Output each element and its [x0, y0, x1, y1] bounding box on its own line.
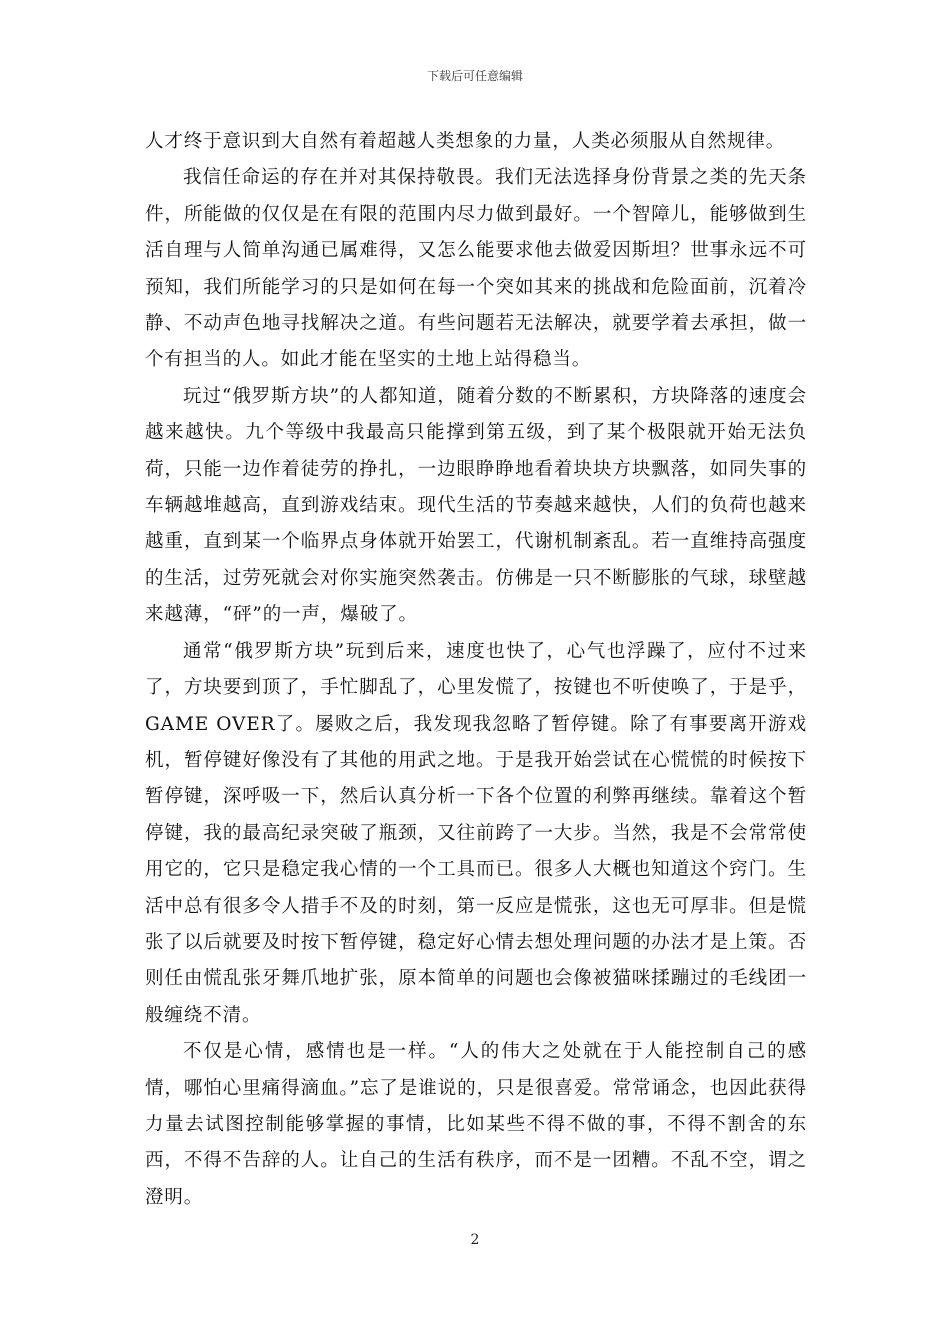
page-number: 2 — [470, 1232, 480, 1248]
page-header: 下载后可任意编辑 — [426, 69, 523, 83]
paragraph-fate: 我信任命运的存在并对其保持敬畏。我们无法选择身份背景之类的先天条件，所能做的仅仅是在有限的范围内尽力做到最好。一个智障儿，能够做到生活自理与人简单沟通已属难得，又怎么能要求他去做爱因斯坦？世事永远不可预知，我们所能学习的只是如何在每一个突如其来的挑战和危险面前，沉着冷静、不动声色地寻找解决之道。有些问题若无法解决，就要学着去承担，做一个有担当的人。如此才能在坚实的土地上站得稳当。 — [145, 167, 807, 371]
paragraph-continued: 人才终于意识到大自然有着超越人类想象的力量，人类必须服从自然规律。 — [145, 131, 786, 152]
document-body — [145, 124, 807, 1216]
paragraph-tetris-speed: 玩过“俄罗斯方块”的人都知道，随着分数的不断累积，方块降落的速度会越来越快。九个等级中我最高只能撑到第五级，到了某个极限就开始无法负荷，只能一边作着徒劳的挣扎，一边眼睁睁地看着块块方块飘落，如同失事的车辆越堆越高，直到游戏结束。现代生活的节奏越来越快，人们的负荷也越来越重，直到某一个临界点身体就开始罢工，代谢机制紊乱。若一直维持高强度的生活，过劳死就会对你实施突然袭击。仿佛是一只不断膨胀的气球，球壁越来越薄，“砰”的一声，爆破了。 — [145, 385, 807, 626]
paragraph-emotions: 不仅是心情，感情也是一样。“人的伟大之处就在于人能控制自己的感情，哪怕心里痛得滴血。”忘了是谁说的，只是很喜爱。常常诵念，也因此获得力量去试图控制能够掌握的事情，比如某些不得不做的事，不得不割舍的东西，不得不告辞的人。让自己的生活有秩序，而不是一团糟。不乱不空，谓之澄明。 — [145, 1041, 807, 1208]
paragraph-pause-key: 通常“俄罗斯方块”玩到后来，速度也快了，心气也浮躁了，应付不过来了，方块要到顶了，手忙脚乱了，心里发慌了，按键也不听使唤了，于是乎，GAME OVER了。屡败之后，我发现我忽略了暂停键。除了有事要离开游戏机，暂停键好像没有了其他的用武之地。于是我开始尝试在心慌慌的时候按下暂停键，深呼吸一下，然后认真分析一下各个位置的利弊再继续。靠着这个暂停键，我的最高纪录突破了瓶颈，又往前跨了一大步。当然，我是不会常常使用它的，它只是稳定我心情的一个工具而已。很多人大概也知道这个窍门。生活中总有很多令人措手不及的时刻，第一反应是慌张，这也无可厚非。但是慌张了以后就要及时按下暂停键，稳定好心情去想处理问题的办法才是上策。否则任由慌乱张牙舞爪地扩张，原本简单的问题也会像被猫咪揉蹦过的毛线团一般缠绕不清。 — [145, 640, 807, 1026]
